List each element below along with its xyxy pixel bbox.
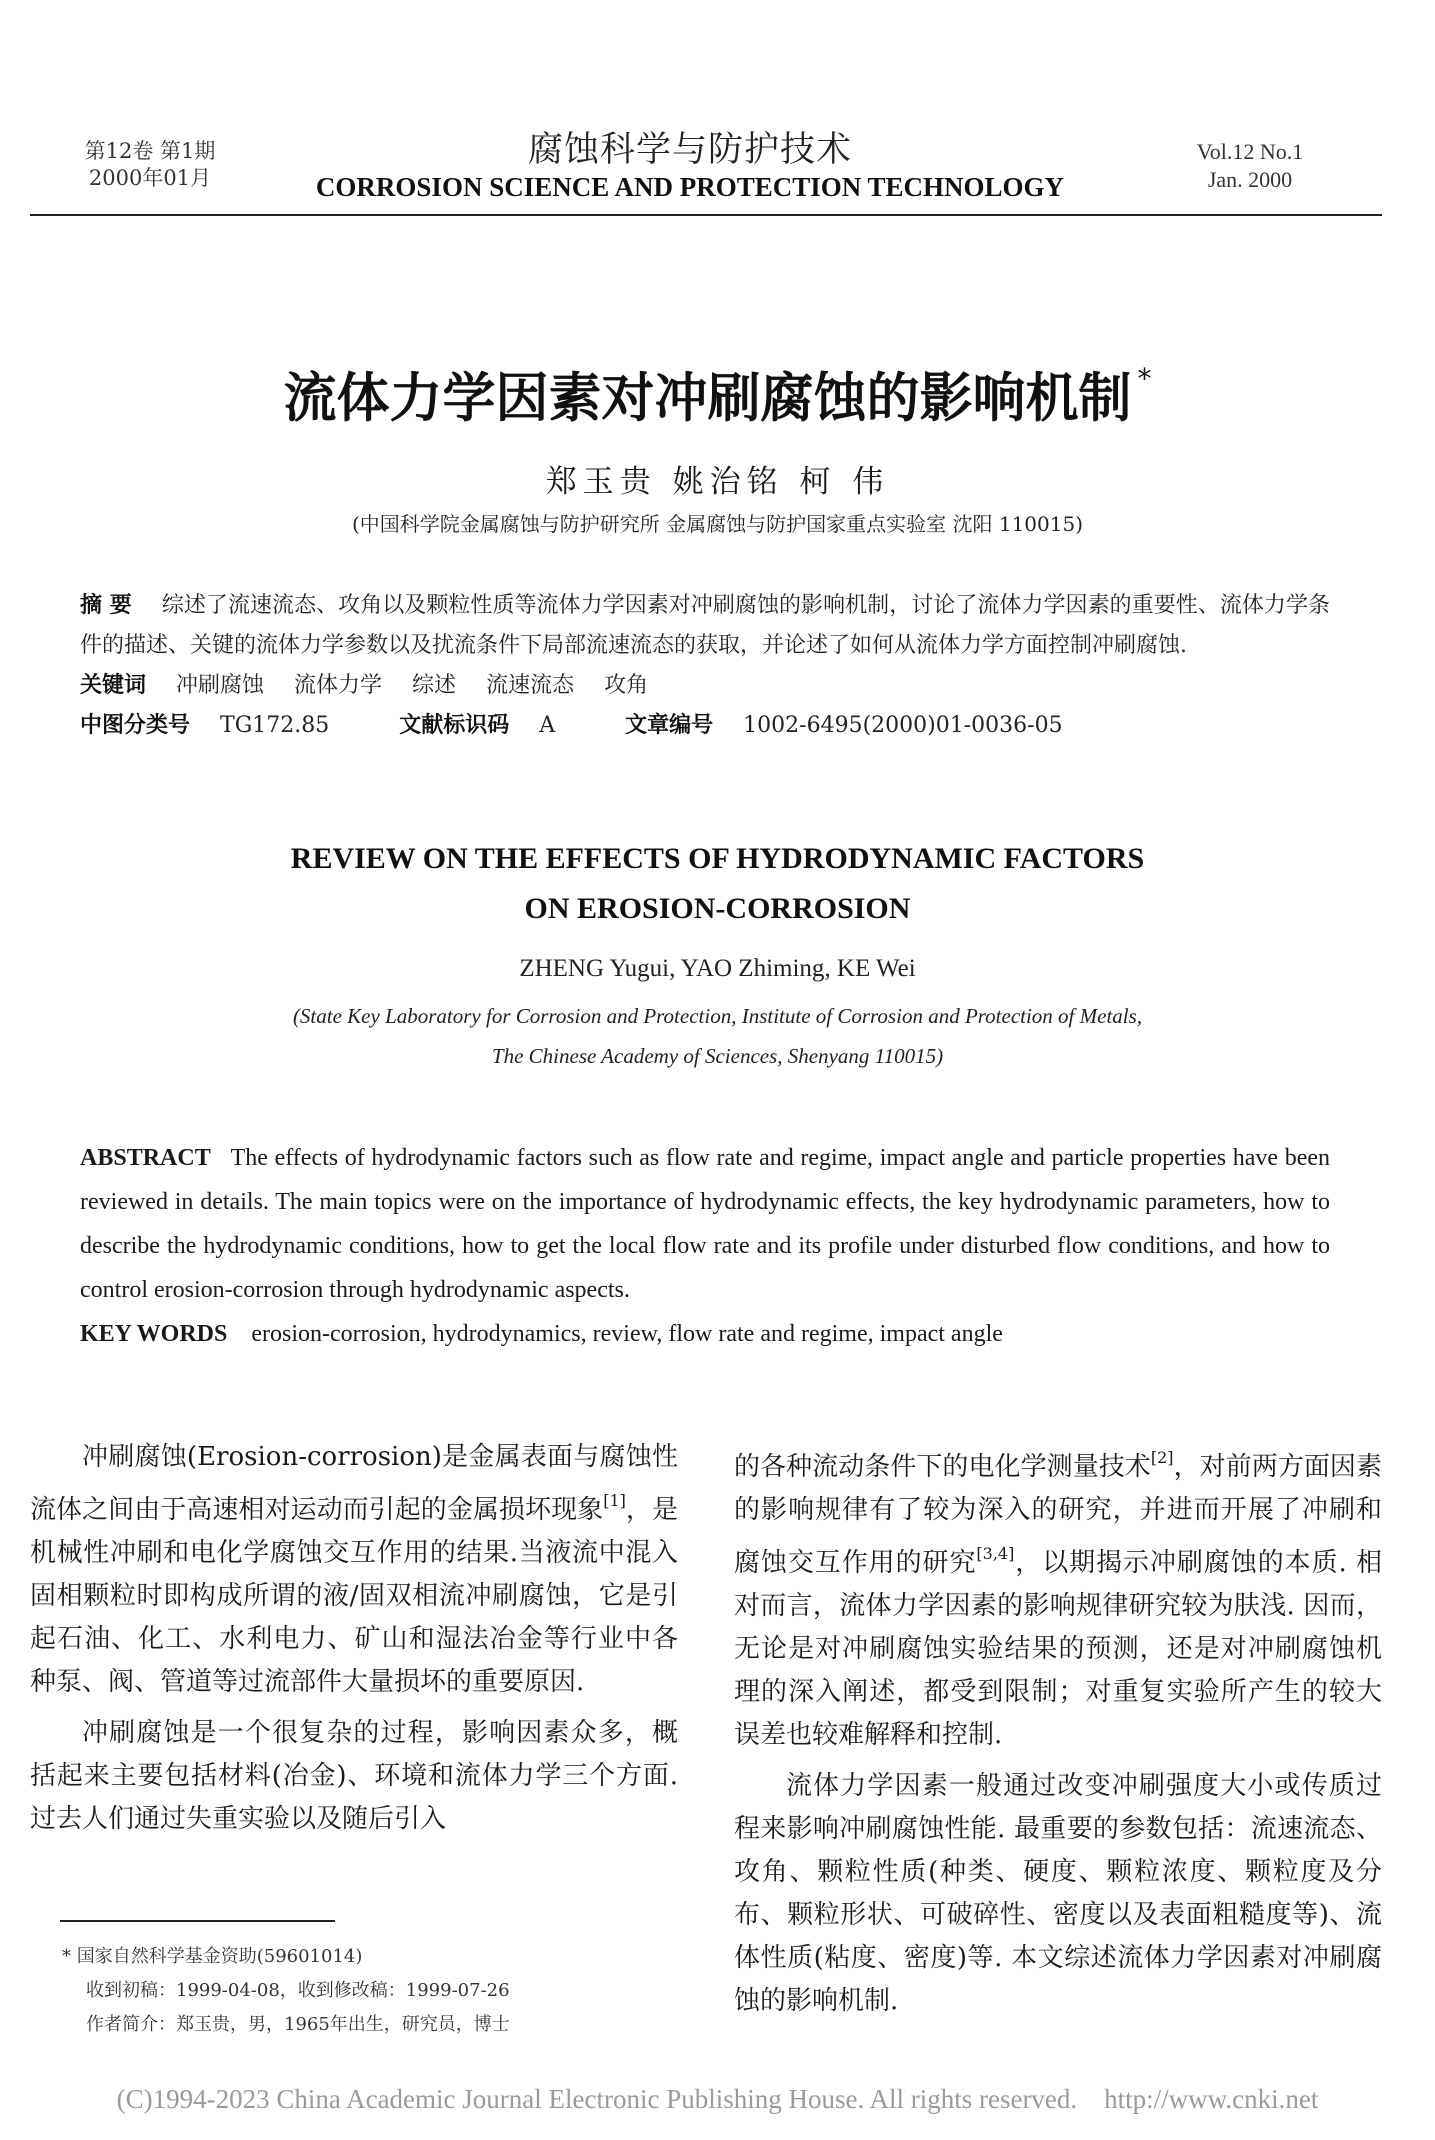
copyright-notice: (C)1994-2023 China Academic Journal Electronic Publishing House. All rights reserved. http://www.cnki.net <box>116 2084 1319 2114</box>
classification-line <box>80 706 1330 746</box>
abstract-cn-label: 摘 要 <box>80 593 132 618</box>
body-column-right <box>734 1436 1382 2023</box>
keywords-en <box>80 1312 1330 1356</box>
footnote-funding: * 国家自然科学基金资助(59601014) <box>62 1946 363 1967</box>
keyword-item: 流体力学 <box>294 673 383 698</box>
abstract-en-text: The effects of hydrodynamic factors such as flow rate and regime, impact angle and particle properties have been reviewed in details. The main topics were on the importance of hydrodynamic effects, the key hydrodynamic parameters, how to describe the hydrodynamic conditions, how to get the local flow rate and its profile under disturbed flow conditions, and how to control erosion-corrosion through hydrodynamic aspects. <box>80 1145 1331 1303</box>
title-footnote-mark: * <box>1137 362 1152 395</box>
body-text: ，以期揭示冲刷腐蚀的本质. 相对而言，流体力学因素的影响规律研究较为肤浅. 因而，无论是对冲刷腐蚀实验结果的预测，还是对冲刷腐蚀机理的深入阐述，都受到限制；对重复实验所产生的较大误差也较难解释和控制. <box>734 1548 1382 1750</box>
issue-info <box>50 138 250 192</box>
journal-title-block <box>270 128 1110 202</box>
footnote-author-bio: 作者简介：郑玉贵，男，1965年出生，研究员，博士 <box>86 2014 510 2035</box>
article-no-value: 1002-6495(2000)01-0036-05 <box>743 713 1063 738</box>
paper-title-text: 流体力学因素对冲刷腐蚀的影响机制 <box>283 368 1132 429</box>
abstract-cn-block <box>80 586 1330 746</box>
issue-date: 2000年01月 <box>88 166 212 190</box>
keywords-cn-label: 关键词 <box>80 673 147 698</box>
body-paragraph: 冲刷腐蚀是一个很复杂的过程，影响因素众多，概括起来主要包括材料(冶金)、环境和流体力学三个方面. 过去人们通过失重实验以及随后引入 <box>30 1718 678 1834</box>
authors-en: ZHENG Yugui, YAO Zhiming, KE Wei <box>519 955 916 982</box>
body-text: 冲刷腐蚀(Erosion-corrosion)是金属表面与腐蚀性流体之间由于高速相对运动而引起的金属损坏现象 <box>30 1442 678 1525</box>
footnote-received: 收到初稿：1999-04-08，收到修改稿：1999-07-26 <box>86 1980 510 2001</box>
authors-cn: 郑玉贵 姚治铭 柯 伟 <box>545 464 890 500</box>
paper-title-en-line2: ON EROSION-CORROSION <box>524 892 911 925</box>
citation-ref: [3,4] <box>976 1544 1015 1563</box>
body-paragraph: 流体力学因素一般通过改变冲刷强度大小或传质过程来影响冲刷腐蚀性能. 最重要的参数包括：流速流态、攻角、颗粒性质(种类、硬度、颗粒浓度、颗粒度及分布、颗粒形状、可破碎性、密度以及表面粗糙度等)、流体性质(粘度、密度)等. 本文综述流体力学因素对冲刷腐蚀的影响机制. <box>734 1771 1382 2016</box>
body-paragraph <box>30 1436 678 1704</box>
clc-value: TG172.85 <box>220 713 330 738</box>
citation-ref: [1] <box>603 1491 626 1510</box>
keywords-en-label: KEY WORDS <box>80 1321 228 1347</box>
keywords-cn <box>80 666 1330 706</box>
journal-title-en: CORROSION SCIENCE AND PROTECTION TECHNOLOGY <box>315 172 1065 202</box>
paper-title-en <box>0 834 1435 934</box>
issue-volume-en: Vol.12 No.1 <box>1196 139 1304 164</box>
abstract-cn <box>80 586 1330 666</box>
abstract-en <box>80 1136 1330 1312</box>
body-text: 的各种流动条件下的电化学测量技术 <box>734 1452 1151 1482</box>
abstract-cn-text: 综述了流速流态、攻角以及颗粒性质等流体力学因素对冲刷腐蚀的影响机制，讨论了流体力学因素的重要性、流体力学条件的描述、关键的流体力学参数以及扰流条件下局部流速流态的获取，并论述了如何从流体力学方面控制冲刷腐蚀. <box>80 593 1330 658</box>
header-rule <box>30 214 1382 216</box>
citation-ref: [2] <box>1150 1448 1174 1467</box>
article-no-label: 文章编号 <box>625 713 714 738</box>
paper-title <box>0 344 1435 434</box>
doc-code-label: 文献标识码 <box>399 713 510 738</box>
keywords-en-text: erosion-corrosion, hydrodynamics, review, flow rate and regime, impact angle <box>251 1321 1003 1347</box>
affiliation-cn: (中国科学院金属腐蚀与防护研究所 金属腐蚀与防护国家重点实验室 沈阳 110015) <box>351 512 1084 536</box>
affiliation-en <box>0 996 1435 1076</box>
keyword-item: 流速流态 <box>486 673 575 698</box>
keyword-item: 综述 <box>412 673 457 698</box>
body-paragraph <box>734 1436 1382 1757</box>
affiliation-en-line2: The Chinese Academy of Sciences, Shenyang 110015) <box>491 1044 944 1068</box>
doc-code-value: A <box>539 713 556 738</box>
clc-label: 中图分类号 <box>80 713 191 738</box>
paper-title-en-line1: REVIEW ON THE EFFECTS OF HYDRODYNAMIC FACTORS <box>290 842 1145 875</box>
footnote <box>62 1940 682 2042</box>
body-text: ，对前两方面因素的影响规律有了较为深入的研究，并进而开展了冲刷和腐蚀交互作用的研究 <box>734 1452 1382 1578</box>
issue-info-en <box>1170 138 1330 194</box>
affiliation-en-line1: (State Key Laboratory for Corrosion and Protection, Institute of Corrosion and Protection of Metals, <box>292 1004 1143 1028</box>
issue-volume: 第12卷 第1期 <box>84 139 216 163</box>
keyword-item: 攻角 <box>604 673 649 698</box>
journal-title-cn: 腐蚀科学与防护技术 <box>527 130 852 170</box>
body-column-left <box>30 1436 678 1841</box>
body-text: ，是机械性冲刷和电化学腐蚀交互作用的结果.当液流中混入固相颗粒时即构成所谓的液/固双相流冲刷腐蚀，它是引起石油、化工、水利电力、矿山和湿法冶金等行业中各种泵、阀、管道等过流部件大量损坏的重要原因. <box>30 1495 678 1697</box>
issue-date-en: Jan. 2000 <box>1207 167 1293 192</box>
footnote-rule <box>60 1920 335 1922</box>
abstract-en-label: ABSTRACT <box>80 1145 211 1171</box>
keyword-item: 冲刷腐蚀 <box>176 673 265 698</box>
abstract-en-block <box>80 1136 1330 1356</box>
